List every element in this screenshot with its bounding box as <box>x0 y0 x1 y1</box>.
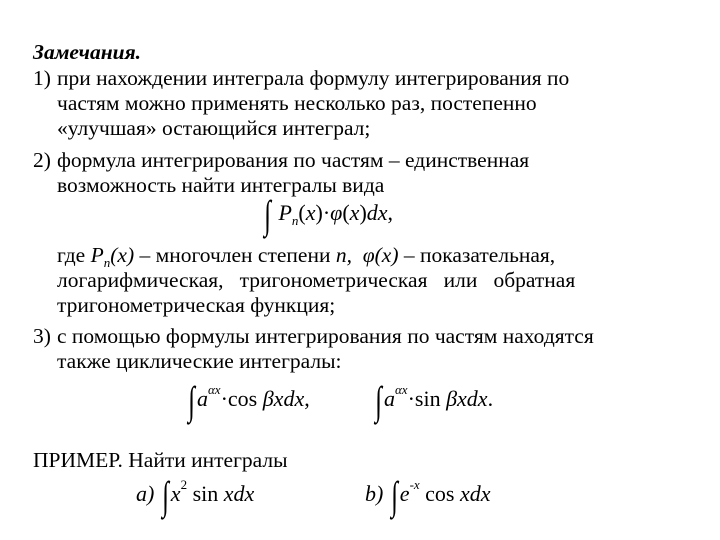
item-2-line-1: формула интегрирования по частям – единственная <box>57 148 530 172</box>
item-1-line-1: при нахождении интеграла формулу интегрирования по <box>57 66 570 90</box>
item-3-number: 3) <box>33 324 51 348</box>
integral-sign: ∫ <box>375 378 382 423</box>
integral-pn-phi: ∫ $P_n(x)\cdot\varphi(x)dx$, <box>264 192 394 237</box>
item-3-line-1: с помощью формулы интегрирования по частям находятся <box>57 324 594 348</box>
label-b: b) <box>365 481 384 507</box>
integral-sign: ∫ <box>390 473 398 518</box>
item-2-line-5: тригонометрическая функция; <box>57 293 336 317</box>
item-1-line-3: «улучшая» остающийся интеграл; <box>57 116 371 140</box>
item-1-number: 1) <box>33 66 51 90</box>
phi-symbol: φ(x) <box>357 243 399 267</box>
integral-exp-sin: $\int a^{\alpha x}\cdot\sin$ βxdx. <box>375 378 494 423</box>
pn-symbol: $P_n(x)$ <box>90 243 135 270</box>
label-a: a) <box>136 481 155 507</box>
item-2-number: 2) <box>33 148 51 172</box>
where-word: где <box>57 243 86 267</box>
example-heading: ПРИМЕР. Найти интегралы <box>33 448 288 472</box>
section-title: Замечания. <box>33 40 142 64</box>
item-2-line-2: возможность найти интегралы вида <box>57 173 385 197</box>
integral-sign: ∫ <box>264 192 271 237</box>
item-1-line-2 <box>57 91 687 115</box>
integral-sign: ∫ <box>188 378 195 423</box>
example-integral-a: a) $\int x^2$ sin xdx <box>136 473 255 518</box>
example-integral-b: b) $\int e^{-x}$ cos xdx <box>365 473 491 518</box>
item-3-line-2: также циклические интегралы: <box>57 349 342 373</box>
polynomial-degree-text: – многочлен степени <box>139 243 331 267</box>
n-symbol: n, <box>335 243 352 267</box>
item-1-line-2-text: частям можно применять несколько раз, постепенно <box>57 91 537 115</box>
integral-sign: ∫ <box>161 473 169 518</box>
exponential-text: – показательная, <box>403 243 556 267</box>
integral-exp-cos: $\int a^{\alpha x}\cdot\cos$ βxdx, <box>188 378 310 423</box>
item-2-line-4: логарифмическая, тригонометрическая или обратная <box>57 268 576 292</box>
